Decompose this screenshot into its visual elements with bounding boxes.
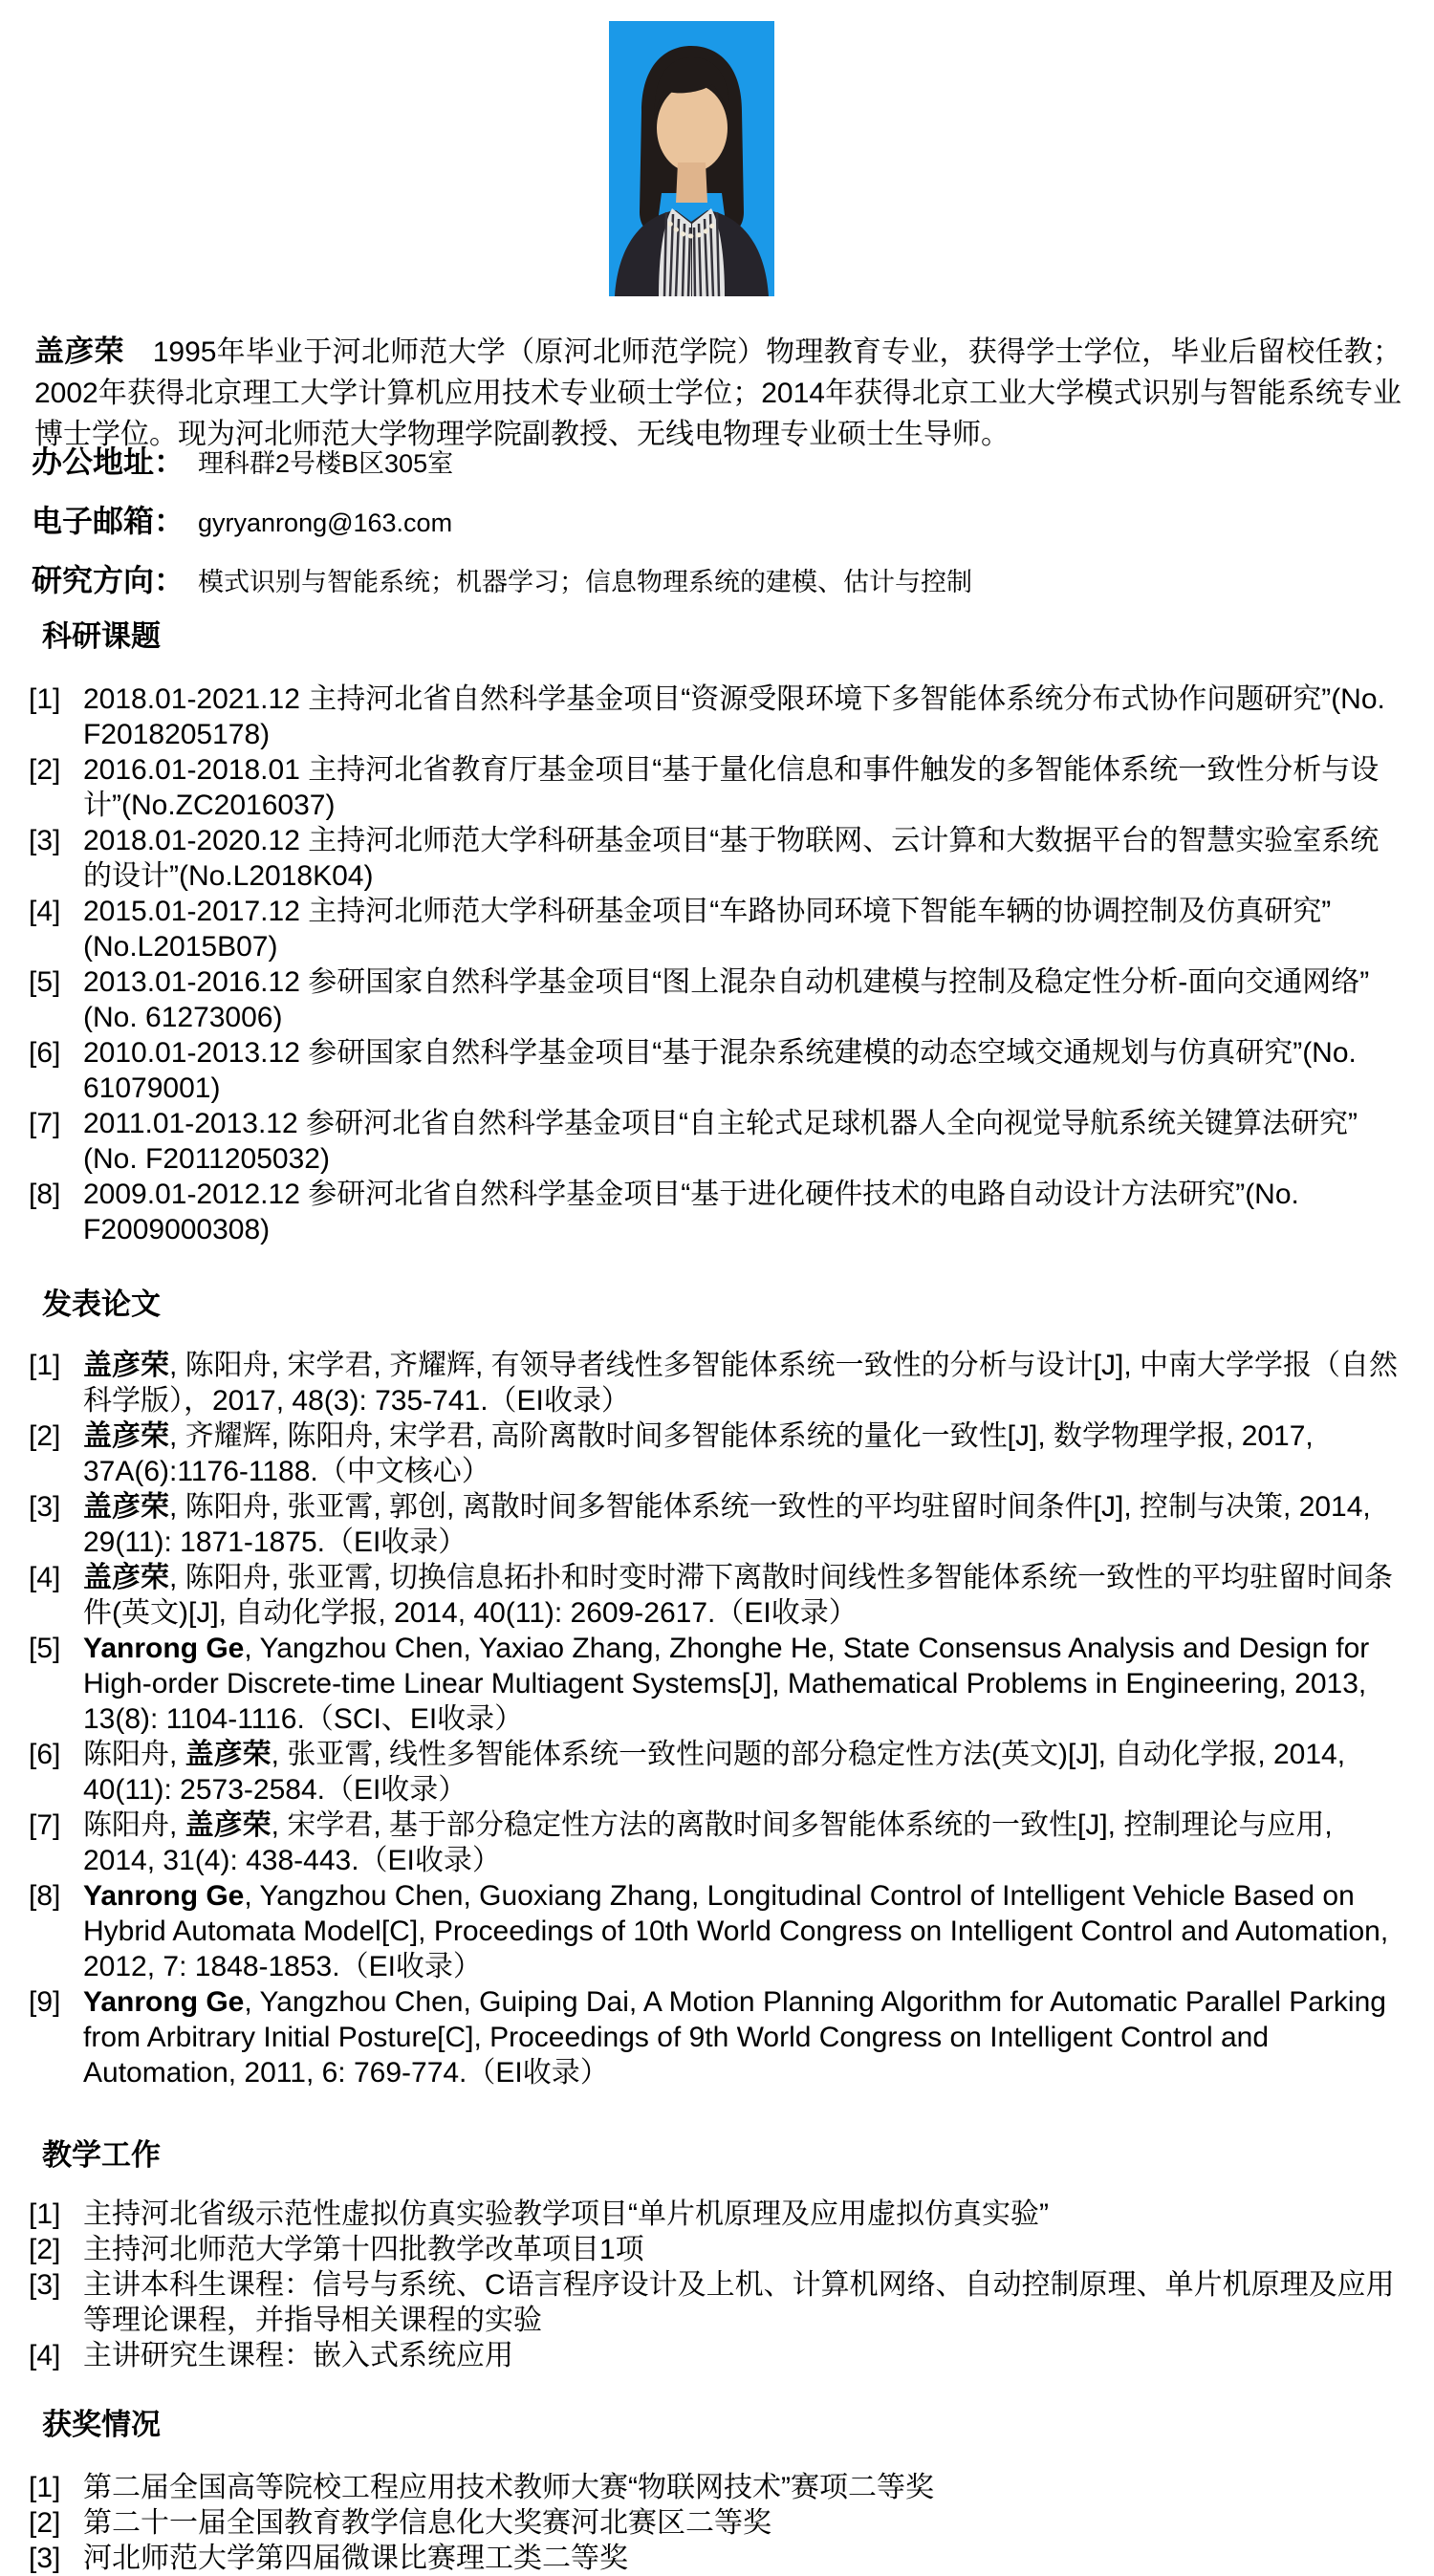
item-marker: [8] — [29, 1179, 61, 1210]
item-text: 主讲研究生课程：嵌入式系统应用 — [83, 2340, 513, 2371]
item-text: Yanrong Ge, Yangzhou Chen, Guoxiang Zhang, Longitudinal Control of Intelligent Vehicle Based on Hybrid Automata Model[C], Proceedings of 10th World Congress on Intelligent Control and Automation, 2012, 7: 1848-1853.（EI收录） — [83, 1880, 1389, 1982]
section-title-awards: 获奖情况 — [42, 2408, 161, 2441]
item-marker: [7] — [29, 1108, 61, 1139]
item-text: 主持河北省级示范性虚拟仿真实验教学项目“单片机原理及应用虚拟仿真实验” — [83, 2198, 1049, 2230]
section-awards — [0, 2400, 1434, 2576]
research-direction-label: 研究方向： — [32, 563, 185, 597]
item-marker: [6] — [29, 1739, 61, 1770]
item-marker: [3] — [29, 2543, 61, 2574]
bio-text: 1995年毕业于河北师范大学（原河北师范学院）物理教育专业，获得学士学位，毕业后留校任教；2002年获得北京理工大学计算机应用技术专业硕士学位；2014年获得北京工业大学模式识别与智能系统专业博士学位。现为河北师范大学物理学院副教授、无线电物理专业硕士生导师。 — [34, 336, 1401, 450]
item-text: 第二届全国高等院校工程应用技术教师大赛“物联网技术”赛项二等奖 — [83, 2472, 934, 2503]
item-marker: [8] — [29, 1880, 61, 1912]
item-text: 2015.01-2017.12 主持河北师范大学科研基金项目“车路协同环境下智能车辆的协调控制及仿真研究”(No.L2015B07) — [83, 896, 1332, 963]
highlighted-author-name: 盖彦荣 — [83, 1350, 169, 1381]
item-text: 2009.01-2012.12 参研河北省自然科学基金项目“基于进化硬件技术的电路自动设计方法研究”(No. F2009000308) — [83, 1179, 1299, 1245]
bio-paragraph — [34, 331, 1401, 455]
item-marker: [3] — [29, 2269, 61, 2301]
list-item — [29, 2197, 1405, 2232]
research-direction-value: 模式识别与智能系统；机器学习；信息物理系统的建模、估计与控制 — [198, 568, 973, 596]
projects-list — [29, 682, 1405, 1247]
item-marker: [2] — [29, 754, 61, 786]
item-marker: [1] — [29, 2472, 61, 2503]
list-item — [29, 752, 1405, 823]
item-text: 2016.01-2018.01 主持河北省教育厅基金项目“基于量化信息和事件触发的多智能体系统一致性分析与设计”(No.ZC2016037) — [83, 754, 1380, 821]
info-row-research — [32, 556, 1399, 595]
item-text: 2018.01-2020.12 主持河北师范大学科研基金项目“基于物联网、云计算和大数据平台的智慧实验室系统的设计”(No.L2018K04) — [83, 825, 1380, 892]
list-item — [29, 2541, 1405, 2576]
item-marker: [5] — [29, 966, 61, 998]
item-marker: [4] — [29, 2340, 61, 2371]
item-text: 2018.01-2021.12 主持河北省自然科学基金项目“资源受限环境下多智能体系统分布式协作问题研究”(No. F2018205178) — [83, 683, 1385, 750]
item-marker: [3] — [29, 1491, 61, 1523]
item-marker: [5] — [29, 1633, 61, 1664]
item-text: 盖彦荣, 陈阳舟, 张亚霄, 切换信息拓扑和时变时滞下离散时间线性多智能体系统一致性的平均驻留时间条件(英文)[J], 自动化学报, 2014, 40(11): 2609-2617.（EI收录） — [83, 1562, 1394, 1629]
list-item — [29, 1418, 1405, 1489]
item-marker: [1] — [29, 2198, 61, 2230]
highlighted-author-name: Yanrong Ge — [83, 1633, 245, 1664]
info-block — [32, 438, 1399, 616]
item-marker: [7] — [29, 1809, 61, 1841]
office-address-value: 理科群2号楼B区305室 — [198, 449, 454, 478]
list-item — [29, 682, 1405, 752]
item-marker: [4] — [29, 1562, 61, 1593]
email-label: 电子邮箱： — [32, 504, 185, 538]
item-marker: [1] — [29, 683, 61, 715]
item-marker: [2] — [29, 1420, 61, 1452]
list-item — [29, 823, 1405, 894]
list-item — [29, 1878, 1405, 1984]
list-item — [29, 2505, 1405, 2541]
section-title-projects: 科研课题 — [42, 619, 161, 653]
highlighted-author-name: 盖彦荣 — [185, 1809, 272, 1841]
highlighted-author-name: 盖彦荣 — [83, 1562, 169, 1593]
list-item — [29, 964, 1405, 1035]
list-item — [29, 1177, 1405, 1247]
item-text: 盖彦荣, 陈阳舟, 宋学君, 齐耀辉, 有领导者线性多智能体系统一致性的分析与设计[J], 中南大学学报（自然科学版），2017, 48(3): 735-741.（EI收录） — [83, 1350, 1399, 1417]
bio-name: 盖彦荣 — [34, 335, 124, 368]
teaching-list — [29, 2197, 1405, 2373]
item-text: 2013.01-2016.12 参研国家自然科学基金项目“图上混杂自动机建模与控制及稳定性分析-面向交通网络”(No. 61273006) — [83, 966, 1370, 1033]
list-item — [29, 1106, 1405, 1177]
list-item — [29, 2267, 1405, 2338]
list-item — [29, 1348, 1405, 1418]
info-row-email — [32, 497, 1399, 536]
list-item — [29, 1808, 1405, 1878]
section-teaching — [0, 2131, 1434, 2373]
list-item — [29, 1737, 1405, 1808]
item-text: 盖彦荣, 陈阳舟, 张亚霄, 郭创, 离散时间多智能体系统一致性的平均驻留时间条件[J], 控制与决策, 2014, 29(11): 1871-1875.（EI收录） — [83, 1491, 1371, 1558]
item-text: 主讲本科生课程：信号与系统、C语言程序设计及上机、计算机网络、自动控制原理、单片机原理及应用等理论课程，并指导相关课程的实验 — [83, 2269, 1395, 2336]
highlighted-author-name: 盖彦荣 — [185, 1739, 272, 1770]
section-title-publications: 发表论文 — [42, 1288, 161, 1321]
item-text: 2010.01-2013.12 参研国家自然科学基金项目“基于混杂系统建模的动态空域交通规划与仿真研究”(No. 61079001) — [83, 1037, 1357, 1104]
profile-photo — [609, 21, 774, 296]
office-address-label: 办公地址： — [32, 444, 185, 479]
item-marker: [1] — [29, 1350, 61, 1381]
item-text: Yanrong Ge, Yangzhou Chen, Yaxiao Zhang, Zhonghe He, State Consensus Analysis and Design for High-order Discrete-time Linear Multiagent Systems[J], Mathematical Problems in Engineering, 2013, 13(8): 1104-1116.（SCI、EI收录） — [83, 1633, 1370, 1735]
item-text: Yanrong Ge, Yangzhou Chen, Guiping Dai, A Motion Planning Algorithm for Automatic Parallel Parking from Arbitrary Initial Posture[C], Proceedings of 9th World Congress on Intelligent Control and Automation, 2011, 6: 769-774.（EI收录） — [83, 1986, 1386, 2089]
item-marker: [6] — [29, 1037, 61, 1069]
sections-block — [0, 612, 1434, 2576]
publications-list — [29, 1348, 1405, 2090]
highlighted-author-name: Yanrong Ge — [83, 1880, 245, 1912]
email-value: gyryanrong@163.com — [198, 509, 453, 537]
item-text: 盖彦荣, 齐耀辉, 陈阳舟, 宋学君, 高阶离散时间多智能体系统的量化一致性[J], 数学物理学报, 2017, 37A(6):1176-1188.（中文核心） — [83, 1420, 1314, 1487]
item-marker: [2] — [29, 2507, 61, 2539]
list-item — [29, 894, 1405, 964]
highlighted-author-name: Yanrong Ge — [83, 1986, 245, 2018]
list-item — [29, 2232, 1405, 2267]
section-publications — [0, 1280, 1434, 2090]
item-text: 第二十一届全国教育教学信息化大奖赛河北赛区二等奖 — [83, 2507, 771, 2539]
person-silhouette-icon — [609, 21, 774, 296]
item-marker: [3] — [29, 825, 61, 856]
highlighted-author-name: 盖彦荣 — [83, 1491, 169, 1523]
list-item — [29, 1984, 1405, 2090]
highlighted-author-name: 盖彦荣 — [83, 1420, 169, 1452]
list-item — [29, 1560, 1405, 1631]
list-item — [29, 1489, 1405, 1560]
item-text: 河北师范大学第四届微课比赛理工类二等奖 — [83, 2543, 628, 2574]
list-item — [29, 2338, 1405, 2373]
list-item — [29, 1631, 1405, 1737]
item-marker: [2] — [29, 2234, 61, 2265]
list-item — [29, 2470, 1405, 2505]
item-marker: [4] — [29, 896, 61, 927]
item-text: 主持河北师范大学第十四批教学改革项目1项 — [83, 2234, 644, 2265]
info-row-office — [32, 438, 1399, 477]
section-projects — [0, 612, 1434, 1247]
item-marker: [9] — [29, 1986, 61, 2018]
list-item — [29, 1035, 1405, 1106]
awards-list — [29, 2470, 1405, 2576]
item-text: 陈阳舟, 盖彦荣, 宋学君, 基于部分稳定性方法的离散时间多智能体系统的一致性[J], 控制理论与应用, 2014, 31(4): 438-443.（EI收录） — [83, 1809, 1333, 1876]
item-text: 2011.01-2013.12 参研河北省自然科学基金项目“自主轮式足球机器人全向视觉导航系统关键算法研究”(No. F2011205032) — [83, 1108, 1358, 1175]
section-title-teaching: 教学工作 — [42, 2138, 161, 2172]
item-text: 陈阳舟, 盖彦荣, 张亚霄, 线性多智能体系统一致性问题的部分稳定性方法(英文)[J], 自动化学报, 2014, 40(11): 2573-2584.（EI收录） — [83, 1739, 1346, 1806]
